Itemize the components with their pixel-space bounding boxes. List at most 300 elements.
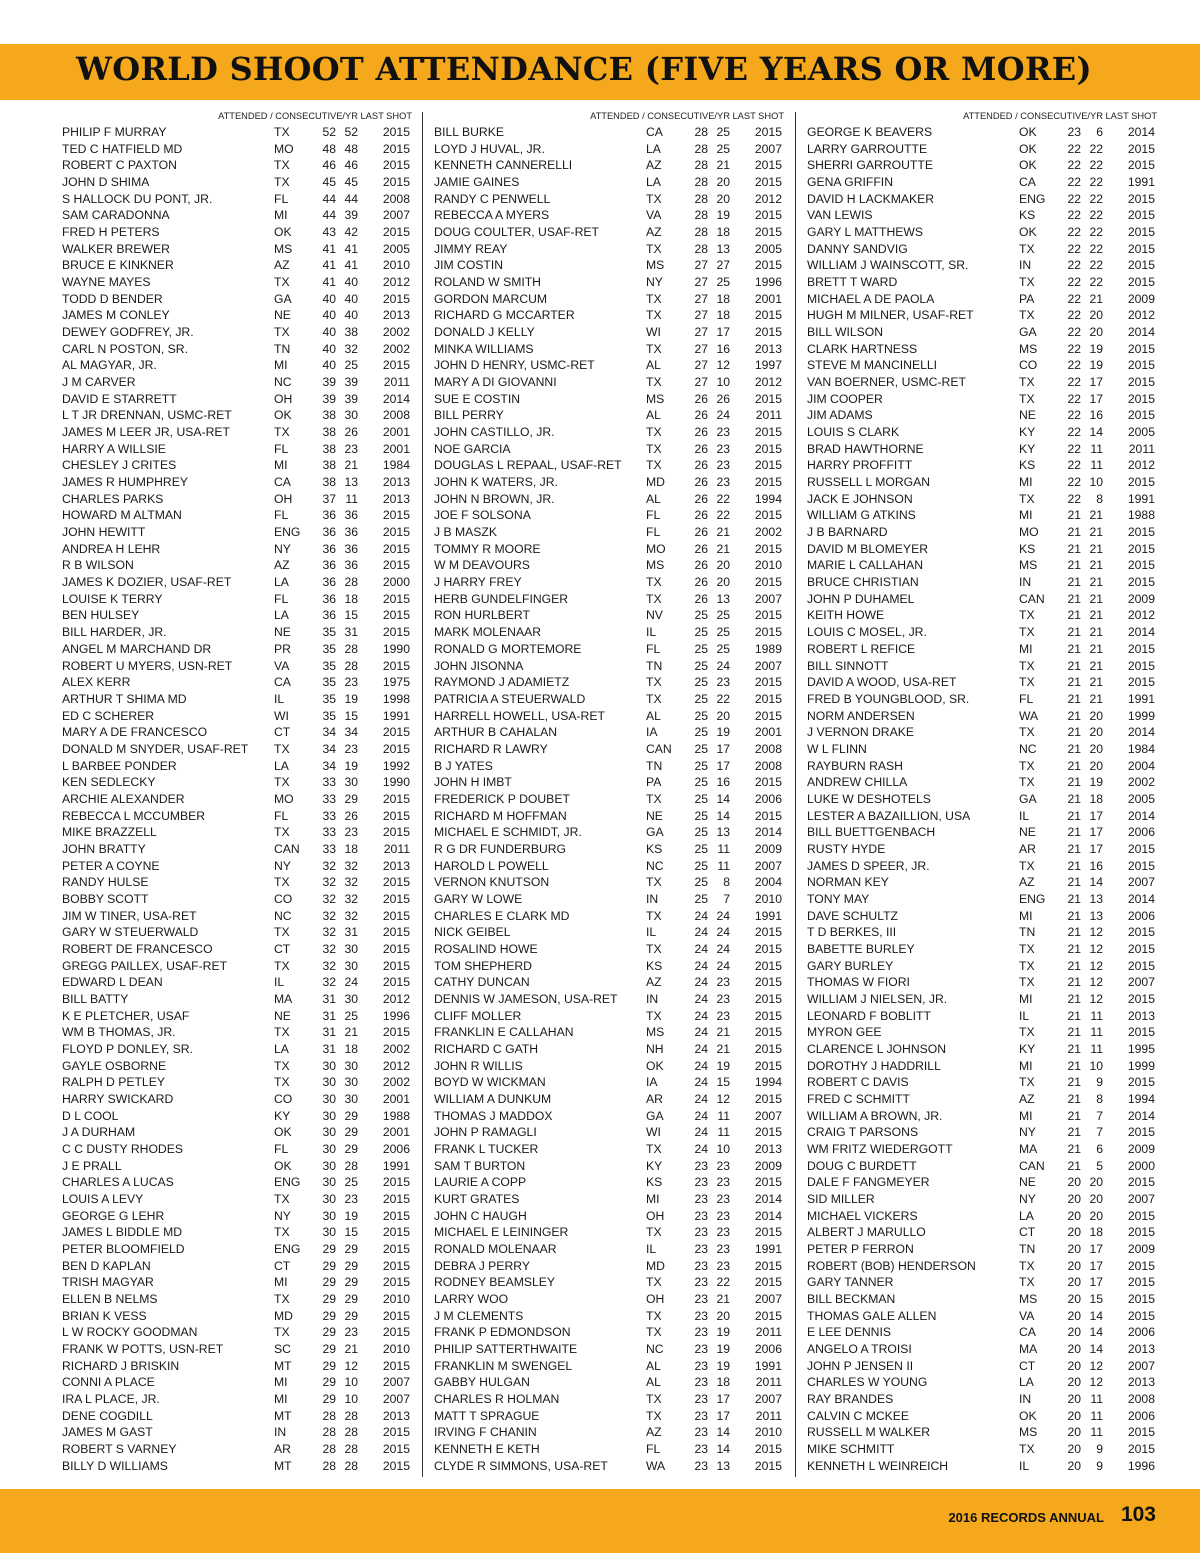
state: KS xyxy=(1019,541,1036,556)
table-row xyxy=(430,207,786,224)
state: MO xyxy=(646,541,666,556)
last-shot-year: 2015 xyxy=(1127,858,1155,873)
state: NH xyxy=(646,1041,664,1056)
last-shot-year: 2015 xyxy=(1127,1308,1155,1323)
table-row xyxy=(430,1424,786,1441)
last-shot-year: 2012 xyxy=(1127,458,1155,473)
shooter-name: L T JR DRENNAN, USMC-RET xyxy=(62,408,232,423)
last-shot-year: 2015 xyxy=(1127,1292,1155,1307)
shooter-name: SUE E COSTIN xyxy=(434,391,521,406)
consecutive-years: 23 xyxy=(716,991,730,1006)
years-attended: 23 xyxy=(694,1258,708,1273)
years-attended: 23 xyxy=(694,1375,708,1390)
years-attended: 30 xyxy=(322,1108,336,1123)
consecutive-years: 24 xyxy=(716,658,730,673)
last-shot-year: 2010 xyxy=(754,891,782,906)
table-row xyxy=(58,407,414,424)
years-attended: 22 xyxy=(1067,325,1081,340)
last-shot-year: 2013 xyxy=(754,1141,782,1156)
state: FL xyxy=(274,441,289,456)
table-row xyxy=(803,1391,1159,1408)
consecutive-years: 21 xyxy=(1089,591,1103,606)
last-shot-year: 2015 xyxy=(754,1308,782,1323)
state: MS xyxy=(646,558,665,573)
years-attended: 22 xyxy=(1067,175,1081,190)
last-shot-year: 2008 xyxy=(382,191,410,206)
last-shot-year: 2015 xyxy=(1127,641,1155,656)
state: TX xyxy=(646,675,662,690)
shooter-name: LAURIE A COPP xyxy=(434,1175,527,1190)
years-attended: 21 xyxy=(1067,741,1081,756)
shooter-name: MYRON GEE xyxy=(807,1025,882,1040)
years-attended: 24 xyxy=(694,1125,708,1140)
last-shot-year: 2004 xyxy=(754,875,782,890)
years-attended: 21 xyxy=(1067,641,1081,656)
last-shot-year: 2006 xyxy=(1127,825,1155,840)
state: OH xyxy=(646,1208,665,1223)
shooter-name: WILLIAM A BROWN, JR. xyxy=(807,1108,943,1123)
consecutive-years: 21 xyxy=(716,1292,730,1307)
table-row xyxy=(58,541,414,558)
state: TX xyxy=(1019,725,1035,740)
state: CT xyxy=(274,725,291,740)
table-row xyxy=(430,924,786,941)
state: LA xyxy=(274,608,289,623)
state: WA xyxy=(646,1458,666,1473)
state: ENG xyxy=(1019,191,1046,206)
last-shot-year: 1984 xyxy=(1127,741,1155,756)
years-attended: 32 xyxy=(322,858,336,873)
state: TX xyxy=(646,691,662,706)
table-row xyxy=(58,124,414,141)
shooter-name: GARY W LOWE xyxy=(434,891,523,906)
table-row xyxy=(803,1091,1159,1108)
state: VA xyxy=(646,208,662,223)
consecutive-years: 14 xyxy=(1089,875,1103,890)
last-shot-year: 2015 xyxy=(754,1442,782,1457)
shooter-name: JOHN BRATTY xyxy=(62,841,146,856)
shooter-name: J B BARNARD xyxy=(807,525,888,540)
last-shot-year: 2015 xyxy=(754,225,782,240)
shooter-name: ARTHUR T SHIMA MD xyxy=(62,691,187,706)
consecutive-years: 14 xyxy=(716,808,730,823)
state: CA xyxy=(646,125,663,139)
table-row xyxy=(58,658,414,675)
consecutive-years: 31 xyxy=(344,625,358,640)
years-attended: 26 xyxy=(694,458,708,473)
consecutive-years: 11 xyxy=(717,1125,730,1140)
shooter-name: VERNON KNUTSON xyxy=(434,875,550,890)
last-shot-year: 2011 xyxy=(755,408,782,423)
years-attended: 22 xyxy=(1067,458,1081,473)
table-row xyxy=(430,407,786,424)
consecutive-years: 27 xyxy=(716,258,730,273)
state: MD xyxy=(646,475,665,490)
years-attended: 28 xyxy=(322,1425,336,1440)
state: TX xyxy=(1019,625,1035,640)
last-shot-year: 1988 xyxy=(1127,508,1155,523)
table-row xyxy=(58,357,414,374)
last-shot-year: 2015 xyxy=(1127,141,1155,156)
years-attended: 21 xyxy=(1067,1141,1081,1156)
consecutive-years: 24 xyxy=(716,908,730,923)
shooter-name: DOUG COULTER, USAF-RET xyxy=(434,225,599,240)
years-attended: 35 xyxy=(322,708,336,723)
table-row xyxy=(58,1241,414,1258)
state: OK xyxy=(274,1158,292,1173)
table-row xyxy=(803,1358,1159,1375)
last-shot-year: 2015 xyxy=(382,1458,410,1473)
shooter-name: RICHARD G MCCARTER xyxy=(434,308,575,323)
years-attended: 25 xyxy=(694,625,708,640)
state: TX xyxy=(1019,758,1035,773)
state: TN xyxy=(646,758,663,773)
shooter-name: DALE F FANGMEYER xyxy=(807,1175,930,1190)
consecutive-years: 20 xyxy=(1089,325,1103,340)
last-shot-year: 2015 xyxy=(1127,208,1155,223)
state: FL xyxy=(646,525,661,540)
last-shot-year: 2013 xyxy=(382,475,410,490)
table-row xyxy=(430,1291,786,1308)
years-attended: 31 xyxy=(322,1041,336,1056)
shooter-name: JIMMY REAY xyxy=(434,241,508,256)
consecutive-years: 12 xyxy=(1089,958,1103,973)
state: KY xyxy=(1019,1041,1036,1056)
state: TX xyxy=(1019,308,1035,323)
last-shot-year: 2015 xyxy=(754,1175,782,1190)
state: MO xyxy=(274,791,294,806)
consecutive-years: 17 xyxy=(1089,1242,1103,1257)
consecutive-years: 21 xyxy=(1089,625,1103,640)
years-attended: 21 xyxy=(1067,525,1081,540)
consecutive-years: 23 xyxy=(344,675,358,690)
consecutive-years: 32 xyxy=(344,858,358,873)
state: NY xyxy=(274,1208,291,1223)
shooter-name: J A DURHAM xyxy=(62,1125,136,1140)
years-attended: 29 xyxy=(322,1308,336,1323)
table-row xyxy=(430,491,786,508)
shooter-name: NORM ANDERSEN xyxy=(807,708,915,723)
years-attended: 33 xyxy=(322,825,336,840)
years-attended: 45 xyxy=(322,175,336,190)
last-shot-year: 2008 xyxy=(754,741,782,756)
shooter-name: CLIFF MOLLER xyxy=(434,1008,522,1023)
table-row xyxy=(430,1074,786,1091)
state: IL xyxy=(646,925,657,940)
consecutive-years: 19 xyxy=(716,1342,730,1357)
table-row xyxy=(58,141,414,158)
table-row xyxy=(430,141,786,158)
state: FL xyxy=(646,508,661,523)
table-row xyxy=(430,691,786,708)
shooter-name: DAVID H LACKMAKER xyxy=(807,191,935,206)
shooter-name: KURT GRATES xyxy=(434,1192,520,1206)
shooter-name: ROBERT DE FRANCESCO xyxy=(62,941,213,956)
last-shot-year: 2012 xyxy=(382,1058,410,1073)
shooter-name: ANDREW CHILLA xyxy=(807,775,908,790)
state: AZ xyxy=(1019,1091,1035,1106)
consecutive-years: 46 xyxy=(344,158,358,173)
table-row xyxy=(430,908,786,925)
last-shot-year: 1999 xyxy=(1127,1058,1155,1073)
last-shot-year: 2015 xyxy=(1127,1175,1155,1190)
table-row xyxy=(803,708,1159,725)
table-row xyxy=(58,274,414,291)
last-shot-year: 2005 xyxy=(382,241,410,256)
years-attended: 25 xyxy=(694,858,708,873)
years-attended: 25 xyxy=(694,791,708,806)
table-row xyxy=(430,457,786,474)
state: LA xyxy=(274,575,289,590)
shooter-name: CATHY DUNCAN xyxy=(434,975,530,990)
consecutive-years: 18 xyxy=(716,291,730,306)
shooter-name: GARY L MATTHEWS xyxy=(807,225,924,240)
shooter-name: DONALD M SNYDER, USAF-RET xyxy=(62,741,249,756)
years-attended: 21 xyxy=(1067,925,1081,940)
consecutive-years: 23 xyxy=(344,825,358,840)
shooter-name: ROSALIND HOWE xyxy=(434,941,538,956)
years-attended: 29 xyxy=(322,1342,336,1357)
shooter-name: CHARLES R HOLMAN xyxy=(434,1392,560,1407)
years-attended: 24 xyxy=(694,1008,708,1023)
table-row xyxy=(803,491,1159,508)
last-shot-year: 2010 xyxy=(382,258,410,273)
consecutive-years: 41 xyxy=(344,241,358,256)
table-row xyxy=(58,207,414,224)
years-attended: 22 xyxy=(1067,208,1081,223)
years-attended: 28 xyxy=(694,125,708,139)
last-shot-year: 2015 xyxy=(754,608,782,623)
table-row xyxy=(430,307,786,324)
table-row xyxy=(58,741,414,758)
shooter-name: ROBERT (BOB) HENDERSON xyxy=(807,1258,976,1273)
state: TX xyxy=(646,1392,662,1407)
years-attended: 22 xyxy=(1067,341,1081,356)
last-shot-year: 2006 xyxy=(754,1342,782,1357)
shooter-name: DAVID A WOOD, USA-RET xyxy=(807,675,957,690)
state: TX xyxy=(274,925,290,940)
table-row xyxy=(803,591,1159,608)
years-attended: 21 xyxy=(1067,908,1081,923)
years-attended: 23 xyxy=(694,1292,708,1307)
years-attended: 20 xyxy=(1067,1175,1081,1190)
consecutive-years: 21 xyxy=(344,1025,358,1040)
shooter-name: THOMAS GALE ALLEN xyxy=(807,1308,937,1323)
last-shot-year: 2007 xyxy=(382,1392,410,1407)
table-row xyxy=(58,1374,414,1391)
state: IL xyxy=(274,691,285,706)
table-row xyxy=(58,941,414,958)
table-row xyxy=(58,874,414,891)
table-row xyxy=(58,758,414,775)
last-shot-year: 2015 xyxy=(754,1041,782,1056)
years-attended: 23 xyxy=(694,1275,708,1290)
years-attended: 31 xyxy=(322,1025,336,1040)
state: TX xyxy=(274,1325,290,1340)
consecutive-years: 21 xyxy=(1089,541,1103,556)
last-shot-year: 2015 xyxy=(1127,575,1155,590)
shooter-name: EDWARD L DEAN xyxy=(62,975,163,990)
years-attended: 30 xyxy=(322,1208,336,1223)
consecutive-years: 23 xyxy=(716,475,730,490)
shooter-name: KENNETH L WEINREICH xyxy=(807,1458,949,1473)
state: KS xyxy=(646,958,663,973)
shooter-name: TRISH MAGYAR xyxy=(62,1275,154,1290)
consecutive-years: 11 xyxy=(1090,1408,1103,1423)
shooter-name: AL MAGYAR, JR. xyxy=(62,358,157,373)
years-attended: 21 xyxy=(1067,1041,1081,1056)
table-row xyxy=(430,174,786,191)
attendee-list xyxy=(430,124,786,1474)
years-attended: 25 xyxy=(694,691,708,706)
consecutive-years: 22 xyxy=(1089,158,1103,173)
last-shot-year: 2015 xyxy=(1127,1442,1155,1457)
table-row xyxy=(803,191,1159,208)
table-row xyxy=(803,241,1159,258)
consecutive-years: 36 xyxy=(344,541,358,556)
attendee-list xyxy=(58,124,414,1474)
table-row xyxy=(803,874,1159,891)
years-attended: 25 xyxy=(694,675,708,690)
years-attended: 25 xyxy=(694,741,708,756)
years-attended: 39 xyxy=(322,375,336,390)
state: GA xyxy=(646,1108,664,1123)
shooter-name: DONALD J KELLY xyxy=(434,325,535,340)
last-shot-year: 2007 xyxy=(382,1375,410,1390)
years-attended: 21 xyxy=(1067,1158,1081,1173)
table-row xyxy=(803,1058,1159,1075)
table-row xyxy=(58,1008,414,1025)
state: MI xyxy=(1019,991,1033,1006)
last-shot-year: 2001 xyxy=(382,441,410,456)
last-shot-year: 2015 xyxy=(754,208,782,223)
consecutive-years: 12 xyxy=(1089,975,1103,990)
years-attended: 25 xyxy=(694,658,708,673)
shooter-name: DEWEY GODFREY, JR. xyxy=(62,325,194,340)
consecutive-years: 20 xyxy=(1089,725,1103,740)
shooter-name: RANDY HULSE xyxy=(62,875,149,890)
state: IL xyxy=(1019,1008,1030,1023)
years-attended: 24 xyxy=(694,991,708,1006)
state: TN xyxy=(1019,1242,1036,1257)
shooter-name: BEN D KAPLAN xyxy=(62,1258,151,1273)
shooter-name: STEVE M MANCINELLI xyxy=(807,358,938,373)
consecutive-years: 32 xyxy=(344,891,358,906)
shooter-name: RAYBURN RASH xyxy=(807,758,903,773)
state: TX xyxy=(646,308,662,323)
table-row xyxy=(803,307,1159,324)
shooter-name: KENNETH CANNERELLI xyxy=(434,158,573,173)
last-shot-year: 2015 xyxy=(754,925,782,940)
table-row xyxy=(58,424,414,441)
shooter-name: J E PRALL xyxy=(62,1158,122,1173)
shooter-name: IRVING F CHANIN xyxy=(434,1425,537,1440)
consecutive-years: 20 xyxy=(716,708,730,723)
shooter-name: DOUG C BURDETT xyxy=(807,1158,917,1173)
table-row xyxy=(58,624,414,641)
consecutive-years: 11 xyxy=(1090,1041,1103,1056)
years-attended: 32 xyxy=(322,891,336,906)
consecutive-years: 23 xyxy=(716,1175,730,1190)
shooter-name: DAVID M BLOMEYER xyxy=(807,541,928,556)
consecutive-years: 11 xyxy=(1090,1425,1103,1440)
shooter-name: J M CARVER xyxy=(62,375,136,390)
table-row xyxy=(430,624,786,641)
last-shot-year: 2015 xyxy=(382,1242,410,1257)
years-attended: 41 xyxy=(322,258,336,273)
last-shot-year: 2007 xyxy=(754,141,782,156)
table-row xyxy=(58,1108,414,1125)
last-shot-year: 2015 xyxy=(1127,525,1155,540)
shooter-name: ROBERT C PAXTON xyxy=(62,158,177,173)
shooter-name: MIKE BRAZZELL xyxy=(62,825,157,840)
shooter-name: C C DUSTY RHODES xyxy=(62,1141,183,1156)
last-shot-year: 1991 xyxy=(382,708,410,723)
state: TX xyxy=(646,458,662,473)
shooter-name: HARRELL HOWELL, USA-RET xyxy=(434,708,605,723)
consecutive-years: 21 xyxy=(1089,608,1103,623)
years-attended: 21 xyxy=(1067,825,1081,840)
consecutive-years: 23 xyxy=(716,441,730,456)
table-row xyxy=(430,1341,786,1358)
table-row xyxy=(803,557,1159,574)
last-shot-year: 2015 xyxy=(754,575,782,590)
shooter-name: MATT T SPRAGUE xyxy=(434,1408,540,1423)
years-attended: 29 xyxy=(322,1258,336,1273)
shooter-name: JOHN H IMBT xyxy=(434,775,512,790)
years-attended: 21 xyxy=(1067,858,1081,873)
consecutive-years: 23 xyxy=(716,675,730,690)
state: MA xyxy=(274,991,293,1006)
table-row xyxy=(58,174,414,191)
table-row xyxy=(430,741,786,758)
table-row xyxy=(430,808,786,825)
shooter-name: JOHN P JENSEN II xyxy=(807,1358,914,1373)
table-row xyxy=(430,1058,786,1075)
consecutive-years: 32 xyxy=(344,341,358,356)
consecutive-years: 15 xyxy=(344,608,358,623)
years-attended: 20 xyxy=(1067,1208,1081,1223)
shooter-name: BOBBY SCOTT xyxy=(62,891,149,906)
years-attended: 22 xyxy=(1067,258,1081,273)
last-shot-year: 2013 xyxy=(382,308,410,323)
shooter-name: MICHAEL A DE PAOLA xyxy=(807,291,935,306)
years-attended: 20 xyxy=(1067,1325,1081,1340)
state: CT xyxy=(274,941,291,956)
years-attended: 38 xyxy=(322,408,336,423)
years-attended: 30 xyxy=(322,1225,336,1240)
last-shot-year: 2015 xyxy=(1127,475,1155,490)
shooter-name: RONALD MOLENAAR xyxy=(434,1242,557,1257)
shooter-name: SHERRI GARROUTTE xyxy=(807,158,933,173)
shooter-name: LOUISE K TERRY xyxy=(62,591,163,606)
consecutive-years: 26 xyxy=(344,425,358,440)
years-attended: 21 xyxy=(1067,975,1081,990)
shooter-name: HARRY SWICKARD xyxy=(62,1091,174,1106)
last-shot-year: 2015 xyxy=(382,508,410,523)
state: TX xyxy=(1019,975,1035,990)
shooter-name: W L FLINN xyxy=(807,741,867,756)
state: OK xyxy=(1019,158,1037,173)
shooter-name: MARY A DI GIOVANNI xyxy=(434,375,557,390)
last-shot-year: 2015 xyxy=(382,1192,410,1206)
shooter-name: VAN BOERNER, USMC-RET xyxy=(807,375,966,390)
state: MI xyxy=(646,1192,660,1206)
state: KY xyxy=(1019,425,1036,440)
state: NC xyxy=(646,1342,664,1357)
state: LA xyxy=(1019,1208,1034,1223)
table-row xyxy=(58,841,414,858)
